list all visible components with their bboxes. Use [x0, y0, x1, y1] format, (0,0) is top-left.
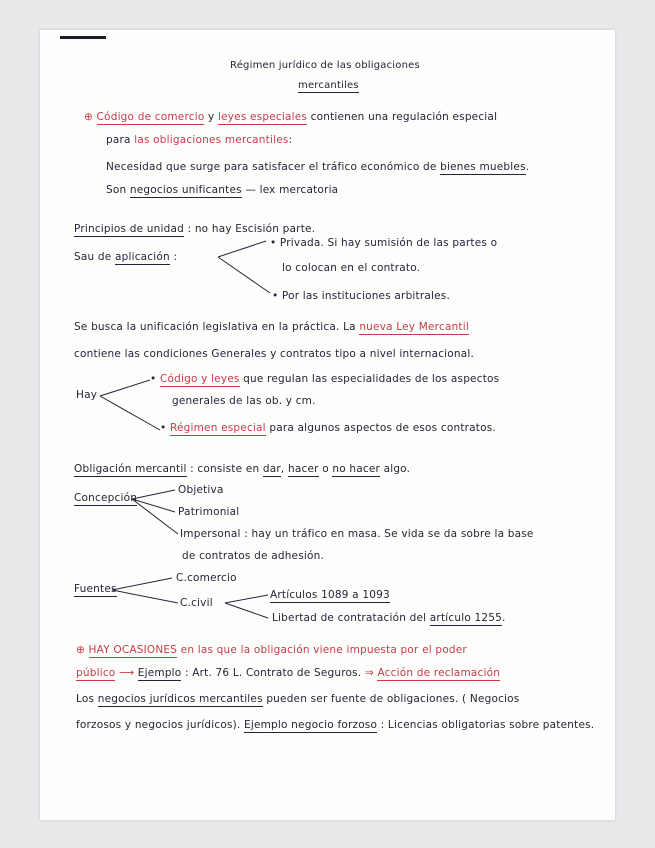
concepcion-patrimonial: Patrimonial	[178, 506, 240, 518]
fuentes-libertad-end: .	[502, 612, 506, 624]
obligacion-o: o	[322, 463, 329, 475]
obligaciones-mercantiles: las obligaciones mercantiles	[134, 134, 289, 146]
concepcion-impersonal-line1	[180, 528, 534, 540]
fuentes-articulos: Artículos 1089 a 1093	[270, 589, 390, 601]
obligacion-end: algo.	[383, 463, 411, 475]
page-edge-mark	[60, 36, 106, 39]
page-subtitle	[298, 80, 359, 91]
fuentes-articulos-wrap	[270, 589, 390, 601]
fuentes-label: Fuentes	[74, 583, 117, 595]
leyes-especiales: leyes especiales	[217, 111, 308, 123]
forzosos-text: forzosos y negocios jurídicos).	[76, 719, 241, 731]
unificacion-line2: contiene las condiciones Generales y contratos tipo a nivel internacional.	[74, 348, 475, 360]
hay-bullet-1-line1	[150, 373, 499, 385]
licencias-obligatorias: : Licencias obligatorias sobre patentes.	[380, 719, 595, 731]
hay-bullet-1-rest: que regulan las especialidades de los aspectos	[243, 373, 500, 385]
aplicacion-pre: Sau de	[74, 251, 112, 263]
aplicacion-line	[74, 251, 177, 263]
para-codigo-line2	[106, 134, 292, 146]
hay-bullet-2-rest: para algunos aspectos de esos contratos.	[269, 422, 496, 434]
aplicacion-colon: :	[173, 251, 178, 263]
concepcion-impersonal-line2: de contratos de adhesión.	[182, 550, 325, 562]
hay-ocasiones-line3	[76, 693, 519, 705]
bullet-plus-icon: ⊕	[84, 111, 93, 123]
concepcion-label: Concepción	[74, 492, 138, 504]
necesidad-end: .	[525, 161, 530, 173]
aplicacion-arbitrales: • Por las instituciones arbitrales.	[272, 290, 450, 302]
hay-ocasiones-rest: en las que la obligación viene impuesta por el poder	[180, 644, 467, 656]
conj-y: y	[208, 111, 215, 123]
los-text: Los	[76, 693, 95, 705]
aplicacion-privada-line1: • Privada. Si hay sumisión de las partes o	[270, 237, 498, 249]
hay-bullet-1-line2: generales de las ob. y cm.	[172, 395, 316, 407]
aplicacion-word: aplicación	[114, 251, 170, 263]
page-subtitle-text: mercantiles	[298, 80, 359, 91]
para-necesidad-line1	[106, 161, 529, 173]
principios-rest: : no hay Escisión parte.	[187, 223, 316, 235]
para-necesidad-line2	[106, 184, 338, 196]
implies-arrow-icon: ⇒	[364, 667, 374, 679]
codigo-comercio: Código de comercio	[96, 111, 205, 123]
bienes-muebles: bienes muebles	[440, 161, 526, 173]
ejemplo-art76: : Art. 76 L. Contrato de Seguros.	[184, 667, 362, 679]
bullet-plus-icon-2: ⊕	[76, 644, 85, 656]
fuentes-label-wrap	[74, 583, 117, 595]
obligacion-hacer: hacer	[288, 463, 319, 475]
hay-bullet-2-dot: •	[160, 422, 167, 434]
para-codigo-line2-end: :	[288, 134, 293, 146]
lex-mercatoria: — lex mercatoria	[245, 184, 339, 196]
fuentes-libertad-text: Libertad de contratación del	[272, 612, 427, 624]
arrow-right-icon: ⟶	[118, 667, 135, 679]
obligacion-dar: dar	[262, 463, 281, 475]
para-codigo-line2-pre: para	[106, 134, 131, 146]
obligacion-label: Obligación mercantil	[74, 463, 187, 475]
hay-ocasiones-line4	[76, 719, 594, 731]
concepcion-label-wrap	[74, 492, 137, 504]
ejemplo-negocio-forzoso: Ejemplo negocio forzoso	[244, 719, 378, 731]
hay-bullet-1-dot: •	[150, 373, 157, 385]
nueva-ley-mercantil: nueva Ley Mercantil	[359, 321, 469, 333]
fuentes-ccivil: C.civil	[180, 597, 213, 609]
fuentes-libertad	[272, 612, 506, 624]
unificacion-text: Se busca la unificación legislativa en la práctica. La	[74, 321, 356, 333]
codigo-rest: contienen una regulación especial	[310, 111, 498, 123]
necesidad-text: Necesidad que surge para satisfacer el tráfico económico de	[106, 161, 437, 173]
poder-publico: público	[76, 667, 116, 679]
concepcion-impersonal: Impersonal	[180, 528, 241, 540]
aplicacion-privada-line2: lo colocan en el contrato.	[282, 262, 421, 274]
codigo-y-leyes: Código y leyes	[159, 373, 240, 385]
negocios-juridicos-mercantiles: negocios jurídicos mercantiles	[97, 693, 263, 705]
principios-label: Principios de unidad	[74, 223, 184, 235]
concepcion-impersonal-rest: : hay un tráfico en masa. Se vida se da sobre la base	[244, 528, 534, 540]
pueden-ser-fuente: pueden ser fuente de obligaciones. ( Negocios	[266, 693, 520, 705]
obligacion-comma: ,	[280, 463, 285, 475]
fuentes-articulo-1255: artículo 1255	[429, 612, 503, 624]
para-codigo-line1	[84, 111, 497, 123]
fuentes-ccomercio: C.comercio	[176, 572, 237, 584]
obligacion-no-hacer: no hacer	[332, 463, 381, 475]
obligacion-line	[74, 463, 410, 475]
ejemplo-label: Ejemplo	[137, 667, 182, 679]
principios-line	[74, 223, 315, 235]
hay-bullet-2	[160, 422, 496, 434]
unificacion-line1	[74, 321, 469, 333]
concepcion-objetiva: Objetiva	[178, 484, 224, 496]
regimen-especial: Régimen especial	[169, 422, 266, 434]
page-title: Régimen jurídico de las obligaciones	[230, 60, 420, 71]
hay-ocasiones-line2	[76, 667, 500, 679]
hay-ocasiones: HAY OCASIONES	[88, 644, 178, 656]
negocios-unificantes: negocios unificantes	[129, 184, 242, 196]
accion-reclamacion: Acción de reclamación	[377, 667, 501, 679]
hay-label: Hay	[76, 389, 98, 401]
son-text: Son	[106, 184, 127, 196]
hay-ocasiones-line1	[76, 644, 467, 656]
obligacion-consiste: : consiste en	[190, 463, 260, 475]
